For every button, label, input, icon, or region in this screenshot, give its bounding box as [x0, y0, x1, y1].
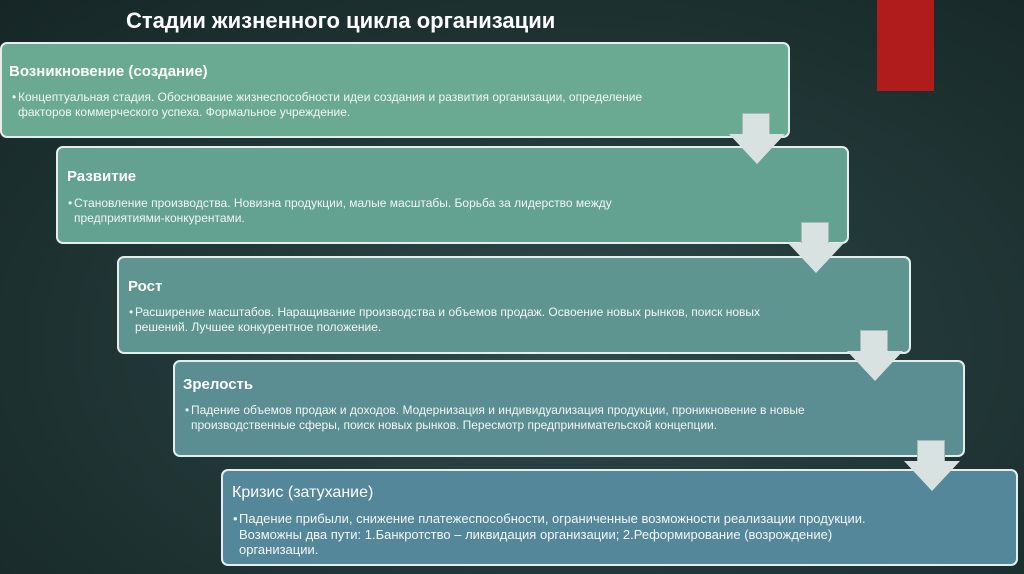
bullet: •: [185, 403, 190, 417]
stage-description: [12, 90, 668, 119]
page-title: Стадии жизненного цикла организации: [126, 8, 556, 33]
stage-title: Кризис (затухание): [232, 484, 374, 501]
stage-description-text: Концептуальная стадия. Обоснование жизнеспособности идеи создания и развития организации, определение факторов коммерческого успеха. Формальное учреждение.: [18, 90, 643, 119]
down-arrow-icon: [847, 330, 903, 380]
stage-inception: [0, 42, 790, 138]
stage-title: Зрелость: [183, 376, 254, 393]
accent-bar: [877, 0, 934, 91]
stage-crisis: [221, 469, 1018, 566]
stage-description: [233, 511, 879, 558]
stage-description-text: Расширение масштабов. Наращивание производства и объемов продаж. Освоение новых рынков, поиск новых решений. Лучшее конкурентное положение.: [135, 305, 761, 334]
stage-description-text: Падение прибыли, снижение платежеспособности, ограниченные возможности реализации продукции. Возможны два пути: 1.Банкротство – ликвидация организации; 2.Реформирование (возрождение) организации.: [239, 511, 866, 557]
stage-description: [68, 196, 659, 225]
stage-description-text: Становление производства. Новизна продукции, малые масштабы. Борьба за лидерство между предприятиями-конкурентами.: [74, 196, 612, 225]
stage-title: Возникновение (создание): [9, 63, 208, 80]
down-arrow-icon: [904, 440, 960, 490]
bullet: •: [12, 90, 17, 104]
stage-title: Рост: [128, 278, 163, 295]
stage-title: Развитие: [67, 168, 137, 185]
bullet: •: [233, 511, 238, 526]
stage-description-text: Падение объемов продаж и доходов. Модернизация и индивидуализация продукции, проникновение в новые производственные сферы, поиск новых рынков. Пересмотр предпринимательской концепции.: [191, 403, 805, 432]
down-arrow-icon: [788, 222, 844, 272]
stage-description: [129, 305, 785, 334]
down-arrow-icon: [729, 113, 785, 163]
bullet: •: [129, 305, 134, 319]
stage-description: [185, 403, 841, 432]
bullet: •: [68, 196, 73, 210]
